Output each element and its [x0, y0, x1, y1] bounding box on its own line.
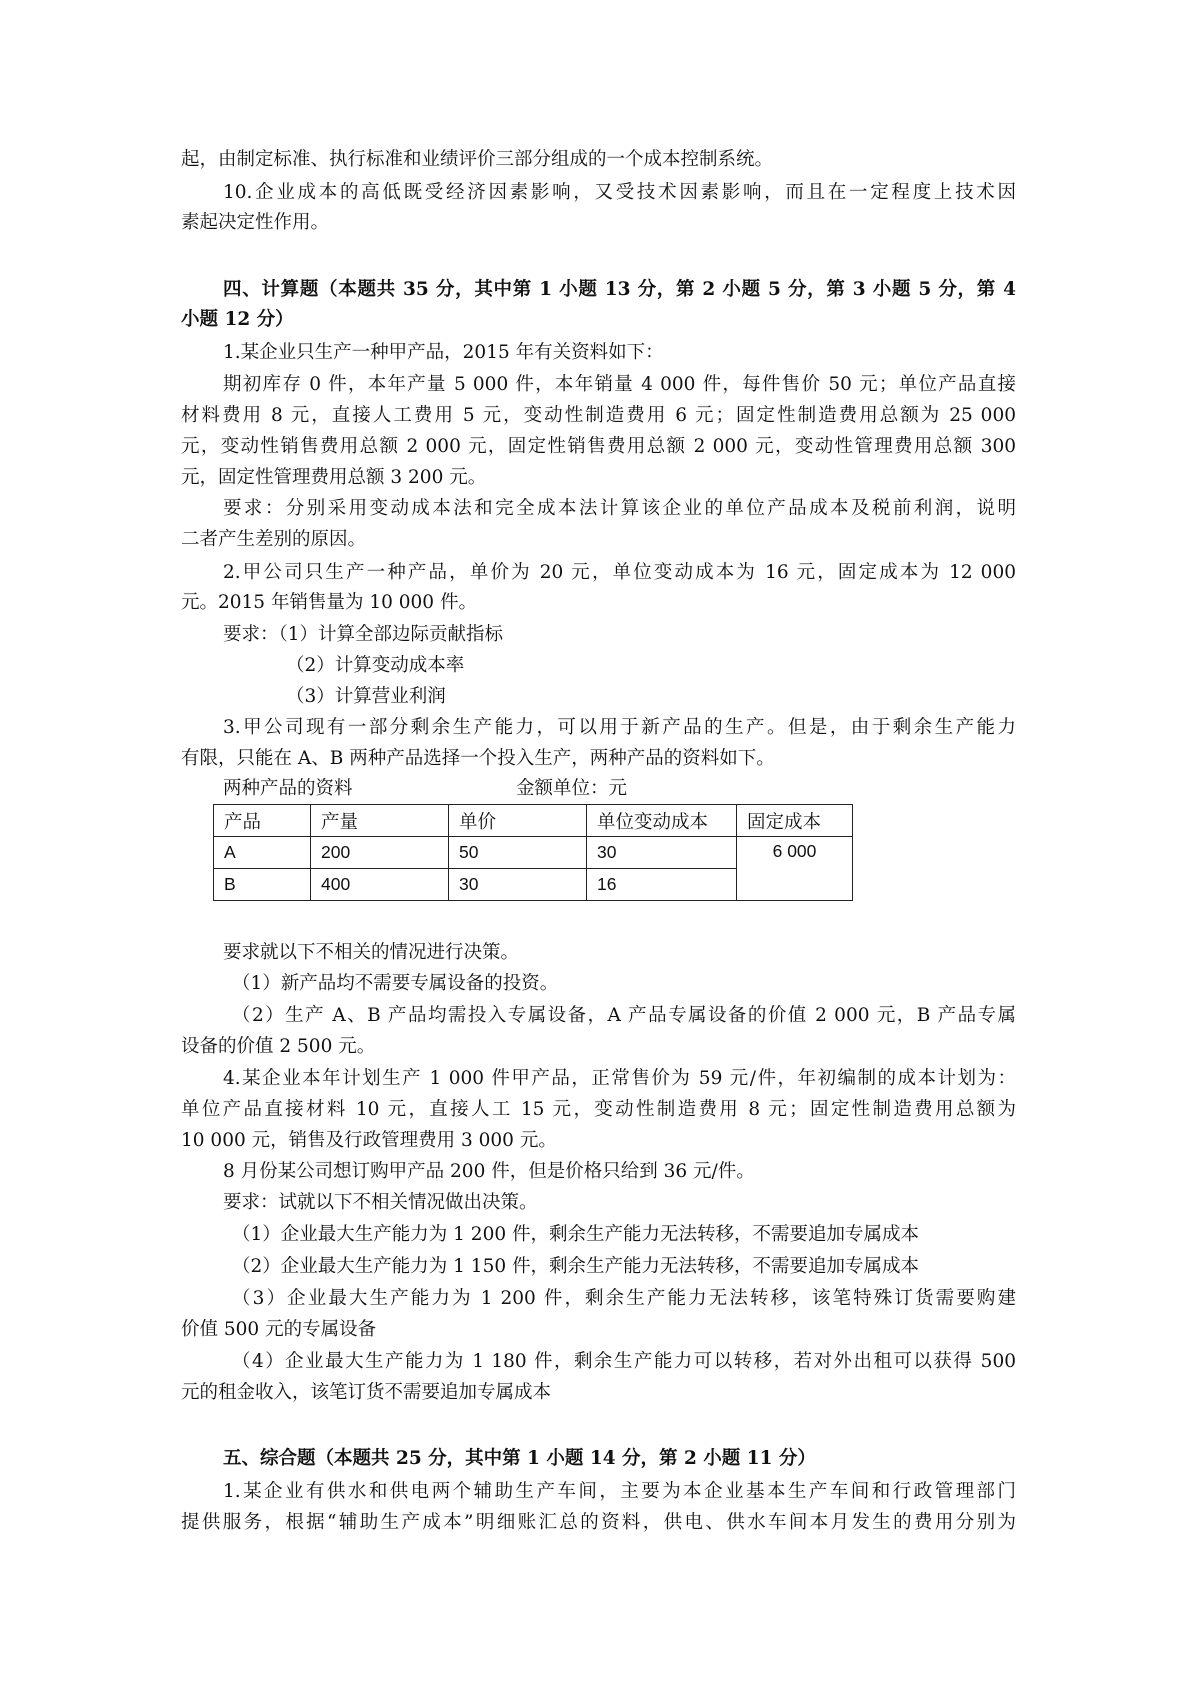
header-output: 产量	[311, 805, 449, 837]
text-line: 1.某企业只生产一种甲产品，2015 年有关资料如下：	[223, 342, 664, 363]
text-line: 3.甲公司现有一部分剩余生产能力，可以用于新产品的生产。但是，由于剩余生产能力	[223, 717, 1016, 738]
table-caption-title: 两种产品的资料	[223, 778, 353, 799]
cell-price: 30	[449, 869, 587, 901]
text-line: 单位产品直接材料 10 元，直接人工 15 元，变动性制造费用 8 元；固定性制造费用总额为	[181, 1099, 1016, 1120]
text-line: 有限，只能在 A、B 两种产品选择一个投入生产，两种产品的资料如下。	[181, 748, 775, 769]
text-line: 要求就以下不相关的情况进行决策。	[223, 942, 520, 963]
cell-output: 400	[311, 869, 449, 901]
header-price: 单价	[449, 805, 587, 837]
text-line: 10 000 元，销售及行政管理费用 3 000 元。	[181, 1130, 557, 1151]
text-line: （2）企业最大生产能力为 1 150 件，剩余生产能力无法转移，不需要追加专属成本	[232, 1256, 919, 1277]
text-line: 设备的价值 2 500 元。	[181, 1036, 376, 1057]
text-line: （3）企业最大生产能力为 1 200 件，剩余生产能力无法转移，该笔特殊订货需要购建	[232, 1288, 1016, 1309]
text-line: 元的租金收入，该笔订货不需要追加专属成本	[181, 1382, 552, 1403]
text-line: （1）新产品均不需要专属设备的投资。	[232, 973, 559, 994]
cell-price: 50	[449, 837, 587, 869]
text-line: 1.某企业有供水和供电两个辅助生产车间，主要为本企业基本生产车间和行政管理部门	[223, 1481, 1016, 1502]
text-line: 要求：（1）计算全部边际贡献指标	[223, 624, 504, 645]
text-line: 10.企业成本的高低既受经济因素影响，又受技术因素影响，而且在一定程度上技术因	[223, 182, 1016, 203]
cell-product: A	[214, 837, 311, 869]
text-line: （2）计算变动成本率	[286, 655, 465, 676]
cell-output: 200	[311, 837, 449, 869]
text-line: 价值 500 元的专属设备	[181, 1319, 377, 1340]
text-line: （1）企业最大生产能力为 1 200 件，剩余生产能力无法转移，不需要追加专属成本	[232, 1224, 919, 1245]
table-header-row	[214, 805, 853, 837]
text-line: 要求：分别采用变动成本法和完全成本法计算该企业的单位产品成本及税前利润，说明	[223, 498, 1016, 519]
text-line: 起，由制定标准、执行标准和业绩评价三部分组成的一个成本控制系统。	[181, 149, 774, 170]
text-line: 二者产生差别的原因。	[181, 529, 367, 550]
text-line: （4）企业最大生产能力为 1 180 件，剩余生产能力可以转移，若对外出租可以获得 500	[232, 1351, 1016, 1372]
cell-unit-variable-cost: 30	[587, 837, 737, 869]
table-row	[214, 837, 853, 869]
text-line: 元，变动性销售费用总额 2 000 元，固定性销售费用总额 2 000 元，变动性管理费用总额 300	[181, 436, 1016, 457]
header-product: 产品	[214, 805, 311, 837]
text-line: 元，固定性管理费用总额 3 200 元。	[181, 467, 487, 488]
table-caption	[223, 776, 627, 802]
product-data-table	[213, 804, 853, 901]
text-line: （3）计算营业利润	[286, 686, 446, 707]
text-line: 8 月份某公司想订购甲产品 200 件，但是价格只给到 36 元/件。	[223, 1161, 755, 1182]
text-line: 2.甲公司只生产一种产品，单价为 20 元，单位变动成本为 16 元，固定成本为 12 000	[223, 562, 1016, 583]
text-line: 提供服务，根据“辅助生产成本”明细账汇总的资料，供电、供水车间本月发生的费用分别为	[181, 1512, 1016, 1533]
text-line: 材料费用 8 元，直接人工费用 5 元，变动性制造费用 6 元；固定性制造费用总额为 25 000	[181, 405, 1016, 426]
cell-fixed-cost: 6 000	[737, 837, 853, 901]
header-fixed-cost: 固定成本	[737, 805, 853, 837]
text-line: 五、综合题（本题共 25 分，其中第 1 小题 14 分，第 2 小题 11 分）	[223, 1448, 816, 1469]
table-caption-unit: 金额单位：元	[516, 778, 628, 799]
text-line: 4.某企业本年计划生产 1 000 件甲产品，正常售价为 59 元/件，年初编制的成本计划为：	[223, 1068, 1016, 1089]
text-line: （2）生产 A、B 产品均需投入专属设备，A 产品专属设备的价值 2 000 元，B 产品专属	[232, 1005, 1016, 1026]
cell-product: B	[214, 869, 311, 901]
text-line: 期初库存 0 件，本年产量 5 000 件，本年销量 4 000 件，每件售价 50 元；单位产品直接	[223, 374, 1016, 395]
text-line: 素起决定性作用。	[181, 212, 330, 233]
header-unit-variable-cost: 单位变动成本	[587, 805, 737, 837]
text-line: 元。2015 年销售量为 10 000 件。	[181, 592, 477, 613]
text-line: 四、计算题（本题共 35 分，其中第 1 小题 13 分，第 2 小题 5 分，第 3 小题 5 分，第 4	[223, 279, 1016, 300]
text-line: 要求：试就以下不相关情况做出决策。	[223, 1192, 538, 1213]
text-line: 小题 12 分）	[181, 309, 294, 330]
cell-unit-variable-cost: 16	[587, 869, 737, 901]
